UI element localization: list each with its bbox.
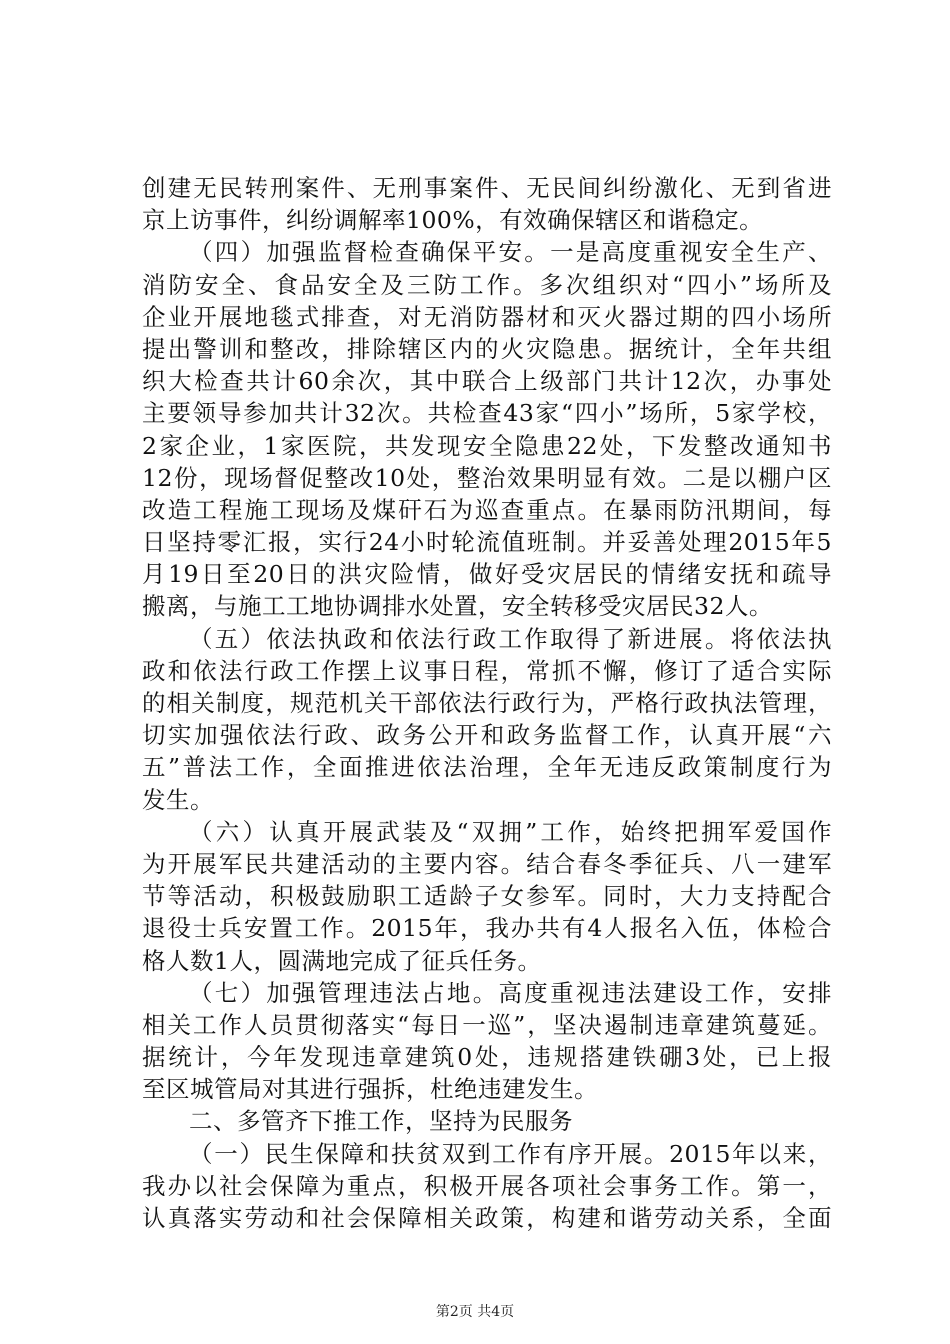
section-heading-4: （四）加强监督检查确保平安。一是高度重视安全生产、 <box>189 238 832 267</box>
text-line: 五”普法工作，全面推进依法治理，全年无违反政策制度行为 <box>142 753 832 782</box>
text-line: 织大检查共计60余次，其中联合上级部门共计12次，办事处 <box>142 367 832 396</box>
text-line: 至区城管局对其进行强拆，杜绝违建发生。 <box>142 1075 598 1104</box>
section-heading-5: （五）依法执政和依法行政工作取得了新进展。将依法执 <box>189 624 832 653</box>
section-heading-1: （一）民生保障和扶贫双到工作有序开展。2015年以来， <box>189 1139 832 1168</box>
text-line: 发生。 <box>142 785 214 814</box>
section-heading-6: （六）认真开展武装及“双拥”工作，始终把拥军爱国作 <box>189 817 832 846</box>
text-line: 12份，现场督促整改10处，整治效果明显有效。二是以棚户区 <box>142 463 832 492</box>
text-line: 改造工程施工现场及煤矸石为巡查重点。在暴雨防汛期间，每 <box>142 495 832 524</box>
page-number-footer: 第2页 共4页 <box>435 1304 515 1320</box>
text-line: 我办以社会保障为重点，积极开展各项社会事务工作。第一， <box>142 1171 832 1200</box>
text-line: 格人数1人，圆满地完成了征兵任务。 <box>142 946 542 975</box>
text-line: 京上访事件，纠纷调解率100%，有效确保辖区和谐稳定。 <box>142 206 764 235</box>
text-line: 消防安全、食品安全及三防工作。多次组织对“四小”场所及 <box>142 270 832 299</box>
text-line: 2家企业，1家医院，共发现安全隐患22处，下发整改通知书 <box>142 431 832 460</box>
text-line: 搬离，与施工工地协调排水处置，安全转移受灾居民32人。 <box>142 592 773 621</box>
section-heading-7: （七）加强管理违法占地。高度重视违法建设工作，安排 <box>189 978 832 1007</box>
text-line: 政和依法行政工作摆上议事日程，常抓不懈，修订了适合实际 <box>142 656 832 685</box>
text-line: 创建无民转刑案件、无刑事案件、无民间纠纷激化、无到省进 <box>142 174 832 202</box>
text-line: 企业开展地毯式排查，对无消防器材和灭火器过期的四小场所 <box>142 302 832 331</box>
text-line: 退役士兵安置工作。2015年，我办共有4人报名入伍，体检合 <box>142 914 832 943</box>
text-line: 月19日至20日的洪灾险情，做好受灾居民的情绪安抚和疏导 <box>142 560 832 589</box>
text-line: 据统计，今年发现违章建筑0处，违规搭建铁硼3处，已上报 <box>142 1043 832 1072</box>
text-line: 日坚持零汇报，实行24小时轮流值班制。并妥善处理2015年5 <box>142 528 832 557</box>
text-line: 提出警训和整改，排除辖区内的火灾隐患。据统计，全年共组 <box>142 334 832 363</box>
text-line: 为开展军民共建活动的主要内容。结合春冬季征兵、八一建军 <box>142 849 832 878</box>
document-body <box>142 172 832 1234</box>
text-line: 切实加强依法行政、政务公开和政务监督工作，认真开展“六 <box>142 721 832 750</box>
text-line: 认真落实劳动和社会保障相关政策，构建和谐劳动关系，全面 <box>142 1204 832 1232</box>
text-line: 的相关制度，规范机关干部依法行政行为，严格行政执法管理， <box>142 689 832 717</box>
text-line: 主要领导参加共计32次。共检查43家“四小”场所，5家学校， <box>142 399 832 428</box>
text-line: 节等活动，积极鼓励职工适龄子女参军。同时，大力支持配合 <box>142 882 832 911</box>
chapter-heading-2: 二、多管齐下推工作，坚持为民服务 <box>189 1107 573 1136</box>
text-line: 相关工作人员贯彻落实“每日一巡”，坚决遏制违章建筑蔓延。 <box>142 1010 832 1039</box>
